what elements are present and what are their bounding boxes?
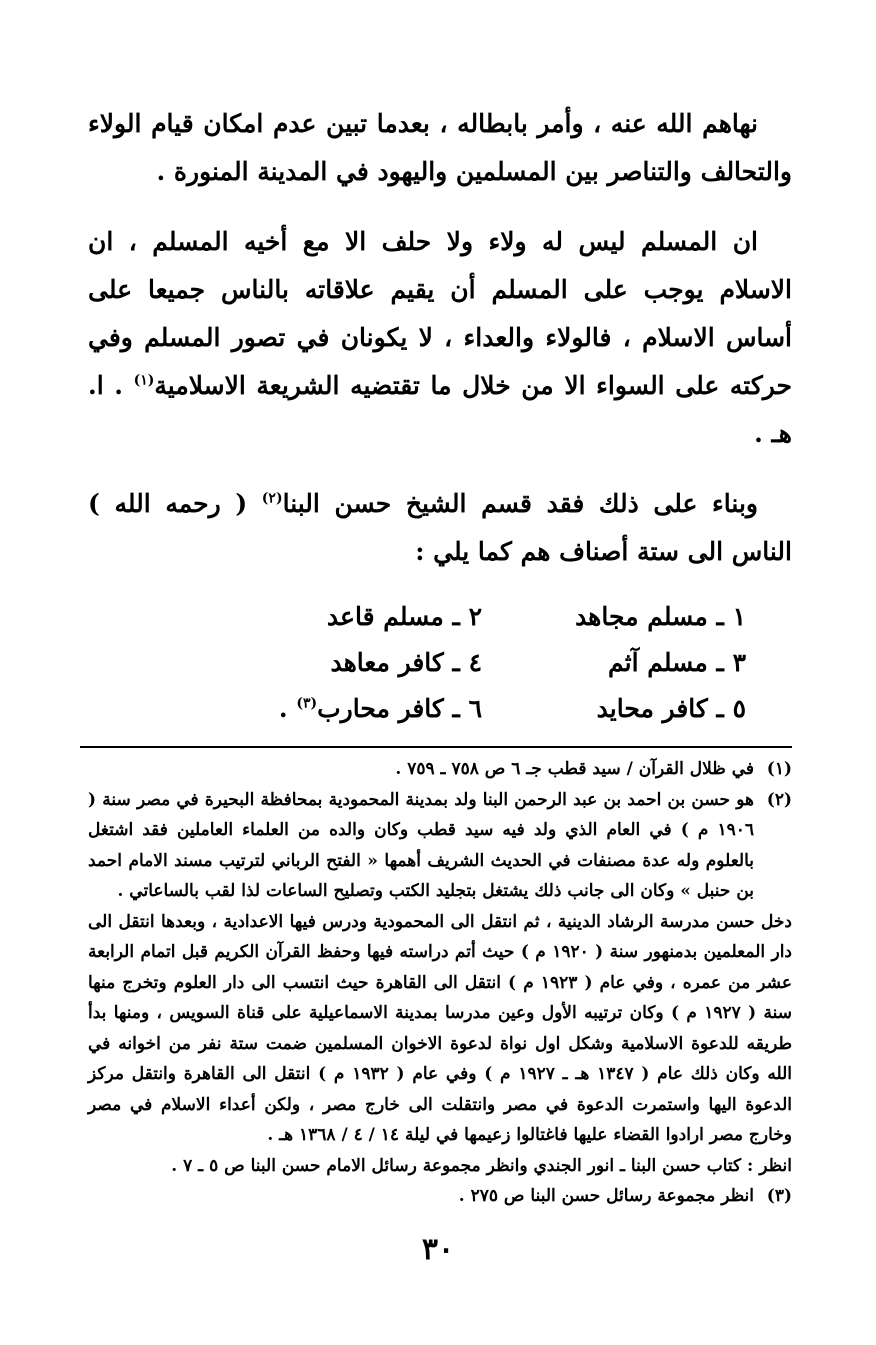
paragraph-2-end: . ا. هـ . [88,371,792,448]
paragraph-1: نهاهم الله عنه ، وأمر بابطاله ، بعدما تبين عدم امكان قيام الولاء والتحالف والتناصر بين المسلمين واليهود في المدينة المنورة . [88,109,792,186]
paragraph-3-text: وبناء على ذلك فقد قسم الشيخ حسن البنا [282,489,758,518]
list-item-5: ٥ ـ كافر محايد [596,694,746,723]
footnotes [88,754,792,1212]
categories-list [88,594,792,732]
paragraph-2 [88,218,792,458]
footnote-ref-2: (٢) [261,490,283,507]
list-item-1: ١ ـ مسلم مجاهد [575,602,746,631]
footnote-3-text: انظر مجموعة رسائل حسن البنا ص ٢٧٥ . [458,1186,754,1206]
footnote-2-text: هو حسن بن احمد بن عبد الرحمن البنا ولد بمدينة المحمودية بمحافظة البحيرة في مصر سنة ( ١٩٠٦ م ) في العام الذي ولد فيه سيد قطب وكان والده من العلماء العاملين فقد اشتغل بالعلوم وله عدة مصنفات في الحديث الشريف أهمها « الفتح الرباني لترتيب مسند الامام احمد بن حنبل » وكان الى جانب ذلك يشتغل بتجليد الكتب وتصليح الساعات لذا لقب بالساعاتي . [88,789,754,901]
footnote-2-reference: انظر : كتاب حسن البنا ـ انور الجندي وانظر مجموعة رسائل الامام حسن البنا ص ٥ ـ ٧ . [171,1155,792,1176]
footnote-1-text: في ظلال القرآن / سيد قطب جـ ٦ ص ٧٥٨ ـ ٧٥٩ . [395,759,754,779]
footnote-divider [80,746,792,748]
list-item-6 [258,686,482,732]
footnote-1-number: (١) [766,759,792,779]
list-item-2: ٢ ـ مسلم قاعد [326,602,482,631]
list-item-6-text: ٦ ـ كافر محارب [317,694,482,723]
footnote-2 [88,785,792,907]
paragraph-2-text: ان المسلم ليس له ولاء ولا حلف الا مع أخيه المسلم ، ان الاسلام يوجب على المسلم أن يقيم علاقاته بالناس جميعا على أساس الاسلام ، فالولاء والعداء ، لا يكونان في تصور المسلم وفي حركته على السواء الا من خلال ما تقتضيه الشريعة الاسلامية [88,227,792,400]
list-item-4: ٤ ـ كافر معاهد [330,648,482,677]
footnote-1 [88,754,792,785]
footnote-3-number: (٣) [766,1186,792,1206]
paragraph-3-end: ( رحمه الله ) الناس الى ستة أصناف هم كما يلي : [88,489,792,566]
footnote-3 [88,1181,792,1212]
paragraph-3 [88,480,792,576]
list-item-6-end: . [278,694,297,723]
footnote-ref-1: (١) [133,372,155,389]
footnote-2-continuation: دخل حسن مدرسة الرشاد الدينية ، ثم انتقل الى المحمودية ودرس فيها الاعدادية ، وبعدها انتقل الى دار المعلمين بدمنهور سنة ( ١٩٢٠ م ) حيث أتم دراسته فيها وحفظ القرآن الكريم قبل اتمام الرابعة عشر من عمره ، وفي عام ( ١٩٢٣ م ) انتقل الى القاهرة حيث انتسب الى دار العلوم وتخرج منها سنة ( ١٩٢٧ م ) وكان ترتيبه الأول وعين مدرسا بمدينة الاسماعيلية على قناة السويس ، ومنها بدأ طريقه للدعوة الاسلامية وشكل اول نواة لدعوة الاخوان المسلمين ضمت ستة نفر من اخوانه في الله وكان ذلك عام ( ١٣٤٧ هـ ـ ١٩٢٧ م ) وفي عام ( ١٩٣٢ م ) انتقل الى القاهرة وانتقل مركز الدعوة اليها واستمرت الدعوة في مصر وانتقلت الى خارج مصر ، ولكن أعداء الاسلام في مصر وخارج مصر ارادوا القضاء عليها فاغتالوا زعيمها في ليلة ١٤ / ٤ / ١٣٦٨ هـ . [88,911,793,1145]
main-text [88,100,792,576]
footnote-2-number: (٢) [766,789,792,810]
list-item-3: ٣ ـ مسلم آثم [607,648,746,677]
footnote-ref-3: (٣) [296,695,318,712]
page-number: ٣٠ [421,1232,455,1267]
